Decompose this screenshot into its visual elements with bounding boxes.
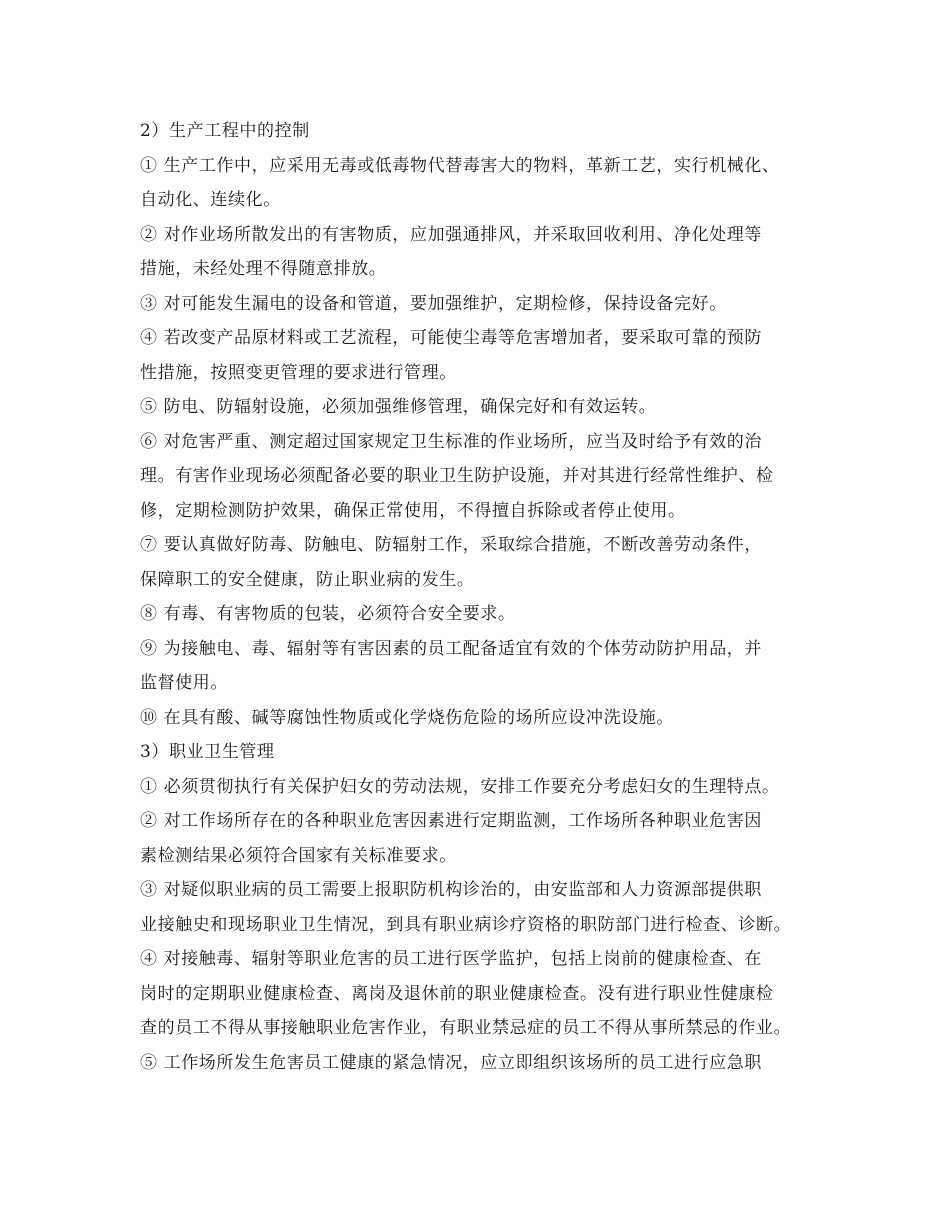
text-line: 理。有害作业现场必须配备必要的职业卫生防护设施，并对其进行经常性维护、检 [140,466,774,486]
text-line: ④ 对接触毒、辐射等职业危害的员工进行医学监护，包括上岗前的健康检查、在 [140,949,763,969]
text-line: ④ 若改变产品原材料或工艺流程，可能使尘毒等危害增加者，要采取可靠的预防 [140,328,763,348]
text-line: ⑦ 要认真做好防毒、防触电、防辐射工作，采取综合措施，不断改善劳动条件， [140,535,763,555]
text-line: 自动化、连续化。 [140,190,281,210]
text-line: 监督使用。 [140,673,228,693]
text-line: ⑤ 工作场所发生危害员工健康的紧急情况，应立即组织该场所的员工进行应急职 [140,1052,763,1073]
section-heading: 2）生产工程中的控制 [140,121,310,141]
text-line: ② 对作业场所散发出的有害物质，应加强通排风，并采取回收利用、净化处理等 [140,224,763,245]
text-line: ① 必须贯彻执行有关保护妇女的劳动法规，安排工作要充分考虑妇女的生理特点。 [140,776,780,797]
text-line: ⑤ 防电、防辐射设施，必须加强维修管理，确保完好和有效运转。 [140,397,657,417]
text-line: 岗时的定期职业健康检查、离岗及退休前的职业健康检查。没有进行职业性健康检 [140,983,774,1004]
text-line: ⑩ 在具有酸、碱等腐蚀性物质或化学烧伤危险的场所应设冲洗设施。 [140,707,675,728]
section-heading: 3）职业卫生管理 [140,742,275,762]
text-line: 查的员工不得从事接触职业危害作业，有职业禁忌症的员工不得从事所禁忌的作业。 [140,1018,792,1038]
text-line: ③ 对可能发生漏电的设备和管道，要加强维护，定期检修，保持设备完好。 [140,293,727,314]
document-body [140,114,830,1080]
text-line: ⑥ 对危害严重、测定超过国家规定卫生标准的作业场所，应当及时给予有效的治 [140,431,763,452]
text-line: 保障职工的安全健康，防止职业病的发生。 [140,569,475,590]
text-line: 业接触史和现场职业卫生情况，到具有职业病诊疗资格的职防部门进行检查、诊断。 [140,914,792,935]
text-line: ③ 对疑似职业病的员工需要上报职防机构诊治的，由安监部和人力资源部提供职 [140,880,763,900]
text-line: ⑧ 有毒、有害物质的包装，必须符合安全要求。 [140,604,516,624]
text-line: 素检测结果必须符合国家有关标准要求。 [140,845,457,866]
text-line: ① 生产工作中，应采用无毒或低毒物代替毒害大的物料，革新工艺，实行机械化、 [140,155,780,176]
text-line: 性措施，按照变更管理的要求进行管理。 [140,362,457,383]
text-line: ⑨ 为接触电、毒、辐射等有害因素的员工配备适宜有效的个体劳动防护用品，并 [140,638,763,659]
text-line: 措施，未经处理不得随意排放。 [140,259,387,279]
text-line: 修，定期检测防护效果，确保正常使用，不得擅自拆除或者停止使用。 [140,500,686,521]
text-line: ② 对工作场所存在的各种职业危害因素进行定期监测，工作场所各种职业危害因 [140,811,763,831]
